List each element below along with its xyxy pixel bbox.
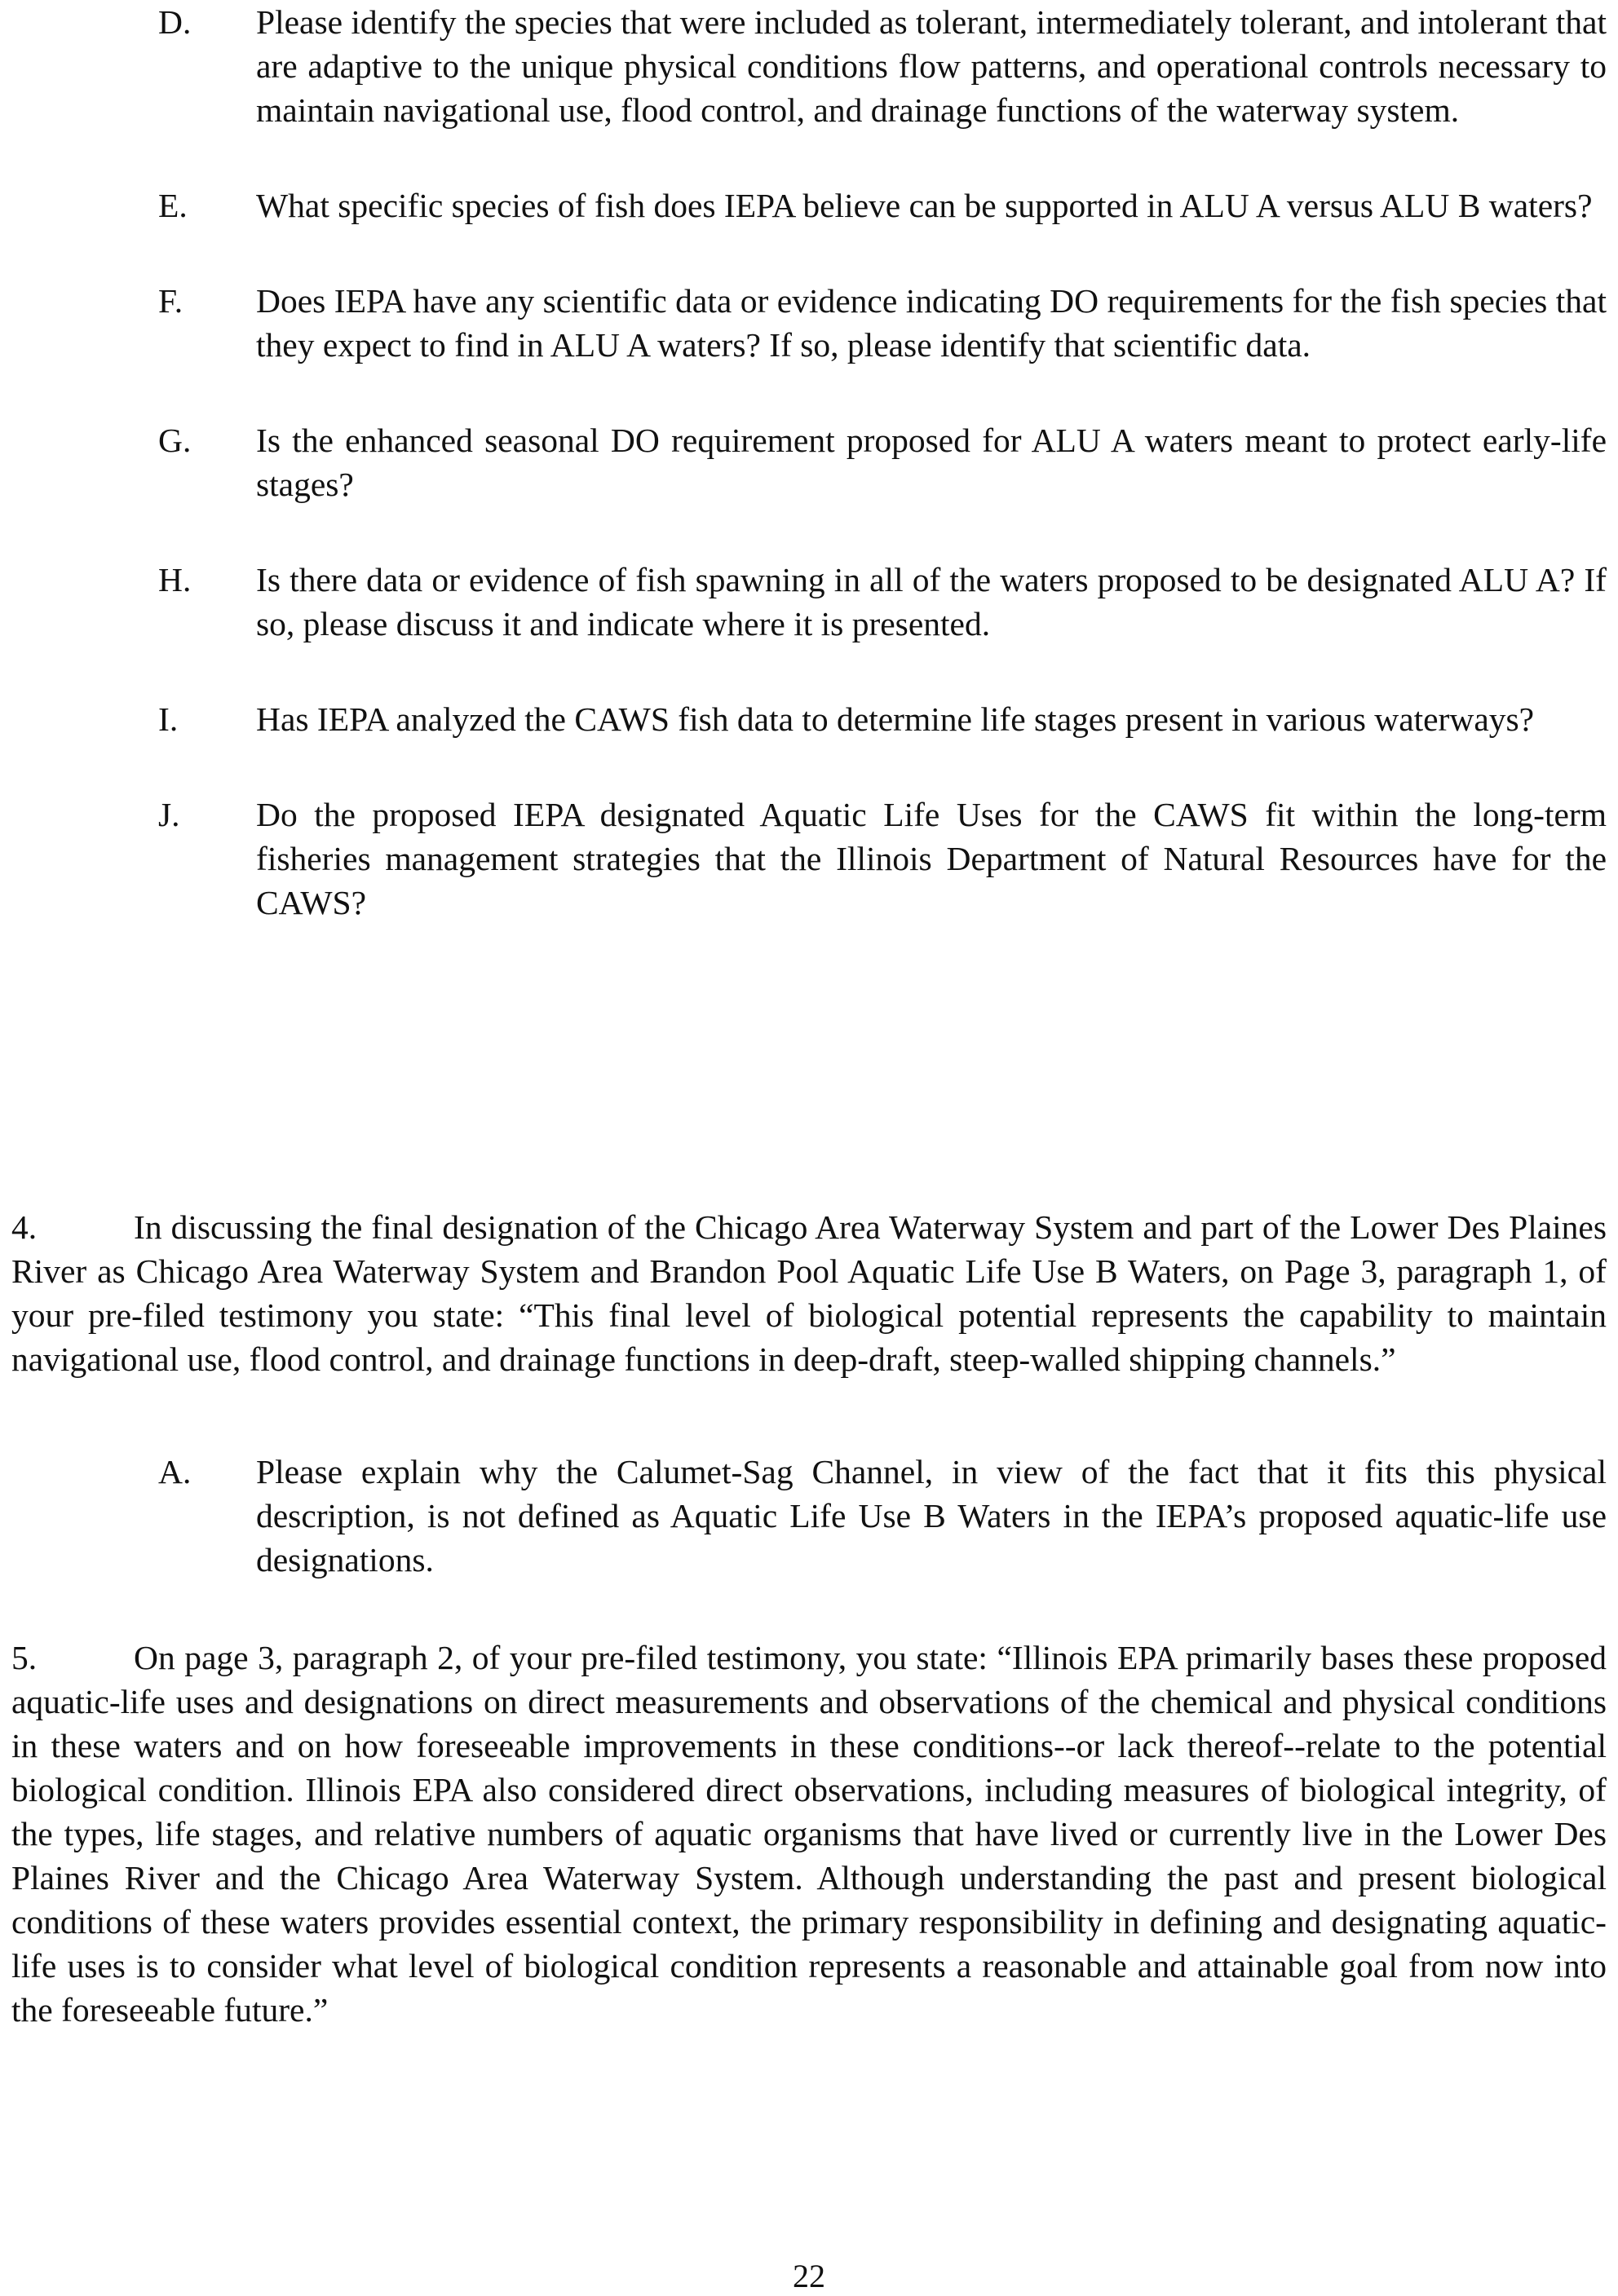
item-letter: J.	[158, 796, 180, 833]
question-5	[11, 1636, 1607, 2032]
question-4-subitems	[155, 1450, 1607, 1633]
list-item	[155, 793, 1607, 925]
item-letter: D.	[158, 3, 192, 41]
list-item	[155, 1450, 1607, 1582]
item-text: Does IEPA have any scientific data or evidence indicating DO requirements for the fish species that they expect to find in ALU A waters? If so, please identify that scientific data.	[256, 282, 1607, 364]
list-item	[155, 697, 1607, 741]
item-letter: G.	[158, 422, 192, 459]
item-text: Has IEPA analyzed the CAWS fish data to determine life stages present in various waterways?	[256, 700, 1535, 738]
question-4	[11, 1205, 1607, 1381]
list-item	[155, 183, 1607, 227]
item-letter: E.	[158, 187, 188, 224]
list-item	[155, 558, 1607, 646]
page-number: 22	[793, 2258, 825, 2294]
list-item	[155, 279, 1607, 367]
item-text: Is there data or evidence of fish spawning in all of the waters proposed to be designated ALU A? If so, please discuss it and indicate where it is presented.	[256, 561, 1607, 642]
list-item	[155, 418, 1607, 506]
question-text: On page 3, paragraph 2, of your pre-filed testimony, you state: “Illinois EPA primarily bases these proposed aquatic-life uses and designations on direct measurements and observations of the chemical and physical conditions in these waters and on how foreseeable improvements in these conditions--or lack thereof--relate to the potential biological condition. Illinois EPA also considered direct observations, including measures of biological integrity, of the types, life stages, and relative numbers of aquatic organisms that have lived or currently live in the Lower Des Plaines River and the Chicago Area Waterway System. Although understanding the past and present biological conditions of these waters provides essential context, the primary responsibility in defining and designating aquatic-life uses is to consider what level of biological condition represents a reasonable and attainable goal from now into the foreseeable future.”	[11, 1639, 1607, 2029]
question-3-subitems	[155, 0, 1607, 976]
item-letter: F.	[158, 282, 183, 320]
item-text: Please identify the species that were included as tolerant, intermediately tolerant, and intolerant that are adaptive to the unique physical conditions flow patterns, and operational controls necessary to maintain navigational use, flood control, and drainage functions of the waterway system.	[256, 3, 1607, 129]
question-text: In discussing the final designation of the Chicago Area Waterway System and part of the Lower Des Plaines River as Chicago Area Waterway System and Brandon Pool Aquatic Life Use B Waters, on Page 3, paragraph 1, of your pre-filed testimony you state: “This final level of biological potential represents the capability to maintain navigational use, flood control, and drainage functions in deep-draft, steep-walled shipping channels.”	[11, 1208, 1607, 1378]
item-text: What specific species of fish does IEPA believe can be supported in ALU A versus ALU B waters?	[256, 187, 1593, 224]
item-text: Do the proposed IEPA designated Aquatic Life Uses for the CAWS fit within the long-term fisheries management strategies that the Illinois Department of Natural Resources have for the CAWS?	[256, 796, 1607, 921]
item-letter: A.	[158, 1453, 192, 1490]
item-text: Is the enhanced seasonal DO requirement proposed for ALU A waters meant to protect early-life stages?	[256, 422, 1607, 503]
question-number: 4.	[11, 1208, 38, 1246]
list-item	[155, 0, 1607, 132]
item-text: Please explain why the Calumet-Sag Channel, in view of the fact that it fits this physical description, is not defined as Aquatic Life Use B Waters in the IEPA’s proposed aquatic-life use designations.	[256, 1453, 1607, 1578]
question-number: 5.	[11, 1639, 38, 1676]
item-letter: H.	[158, 561, 192, 598]
item-letter: I.	[158, 700, 179, 738]
